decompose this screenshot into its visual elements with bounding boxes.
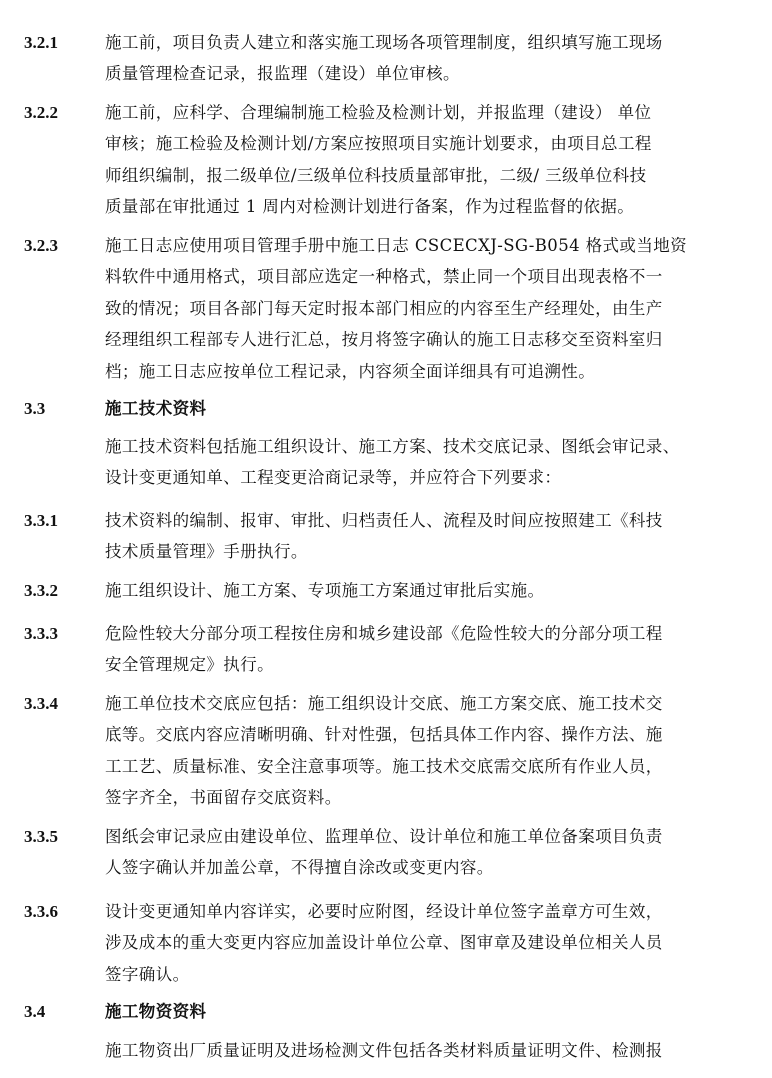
clause-text: 施工前，应科学、合理编制施工检验及检测计划，并报监理（建设） 单位 审核；施工检验及检测计划/方案应按照项目实施计划要求，由项目总工程 师组织编制，报二级单位/三级单位科技质量部审批，二级/ 三级单位科技 质量部在审批通过 1 周内对检测计划进行备案，作为过程监督的依据。	[105, 103, 652, 217]
clause-text: 施工前，项目负责人建立和落实施工现场各项管理制度，组织填写施工现场 质量管理检查记录，报监理（建设）单位审核。	[105, 33, 663, 84]
paragraph-text: 施工物资出厂质量证明及进场检测文件包括各类材料质量证明文件、检测报	[105, 1041, 663, 1060]
clause-text: 技术资料的编制、报审、审批、归档责任人、流程及时间应按照建工《科技 技术质量管理》手册执行。	[105, 511, 663, 562]
clause-text: 危险性较大分部分项工程按住房和城乡建设部《危险性较大的分部分项工程 安全管理规定》执行。	[105, 624, 663, 675]
clause-text: 图纸会审记录应由建设单位、监理单位、设计单位和施工单位备案项目负责 人签字确认并加盖公章，不得擅自涂改或变更内容。	[105, 827, 663, 878]
clause-number: 3.2.3	[24, 236, 58, 255]
clause-number: 3.3.4	[24, 694, 58, 713]
section-number: 3.4	[24, 1002, 46, 1021]
clause-text: 施工组织设计、施工方案、专项施工方案通过审批后实施。	[105, 581, 545, 600]
clause-text: 设计变更通知单内容详实，必要时应附图，经设计单位签字盖章方可生效， 涉及成本的重大变更内容应加盖设计单位公章、图审章及建设单位相关人员 签字确认。	[105, 902, 663, 984]
clause-number: 3.2.2	[24, 103, 58, 122]
clause-number: 3.3.3	[24, 624, 58, 643]
clause-number: 3.2.1	[24, 33, 58, 52]
clause-number: 3.3.6	[24, 902, 58, 921]
clause-text: 施工日志应使用项目管理手册中施工日志 CSCECXJ-SG-B054 格式或当地资 料软件中通用格式，项目部应选定一种格式，禁止同一个项目出现表格不一 致的情况；项目各部门每天定时报本部门相应的内容至生产经理处，由生产 经理组织工程部专人进行汇总，按月将签字确认的施工日志移交至资料室归 档；施工日志应按单位工程记录，内容须全面详细具有可追溯性。	[105, 236, 688, 381]
clause-text: 施工单位技术交底应包括：施工组织设计交底、施工方案交底、施工技术交 底等。交底内容应清晰明确、针对性强，包括具体工作内容、操作方法、施 工工艺、质量标准、安全注意事项等。施工技术交底需交底所有作业人员， 签字齐全，书面留存交底资料。	[105, 694, 663, 808]
clause-number: 3.3.1	[24, 511, 58, 530]
section-title: 施工物资资料	[105, 1002, 207, 1021]
section-title: 施工技术资料	[105, 399, 207, 418]
clause-number: 3.3.5	[24, 827, 58, 846]
section-number: 3.3	[24, 399, 46, 418]
clause-number: 3.3.2	[24, 581, 58, 600]
paragraph-text: 施工技术资料包括施工组织设计、施工方案、技术交底记录、图纸会审记录、 设计变更通知单、工程变更洽商记录等，并应符合下列要求：	[105, 437, 680, 488]
